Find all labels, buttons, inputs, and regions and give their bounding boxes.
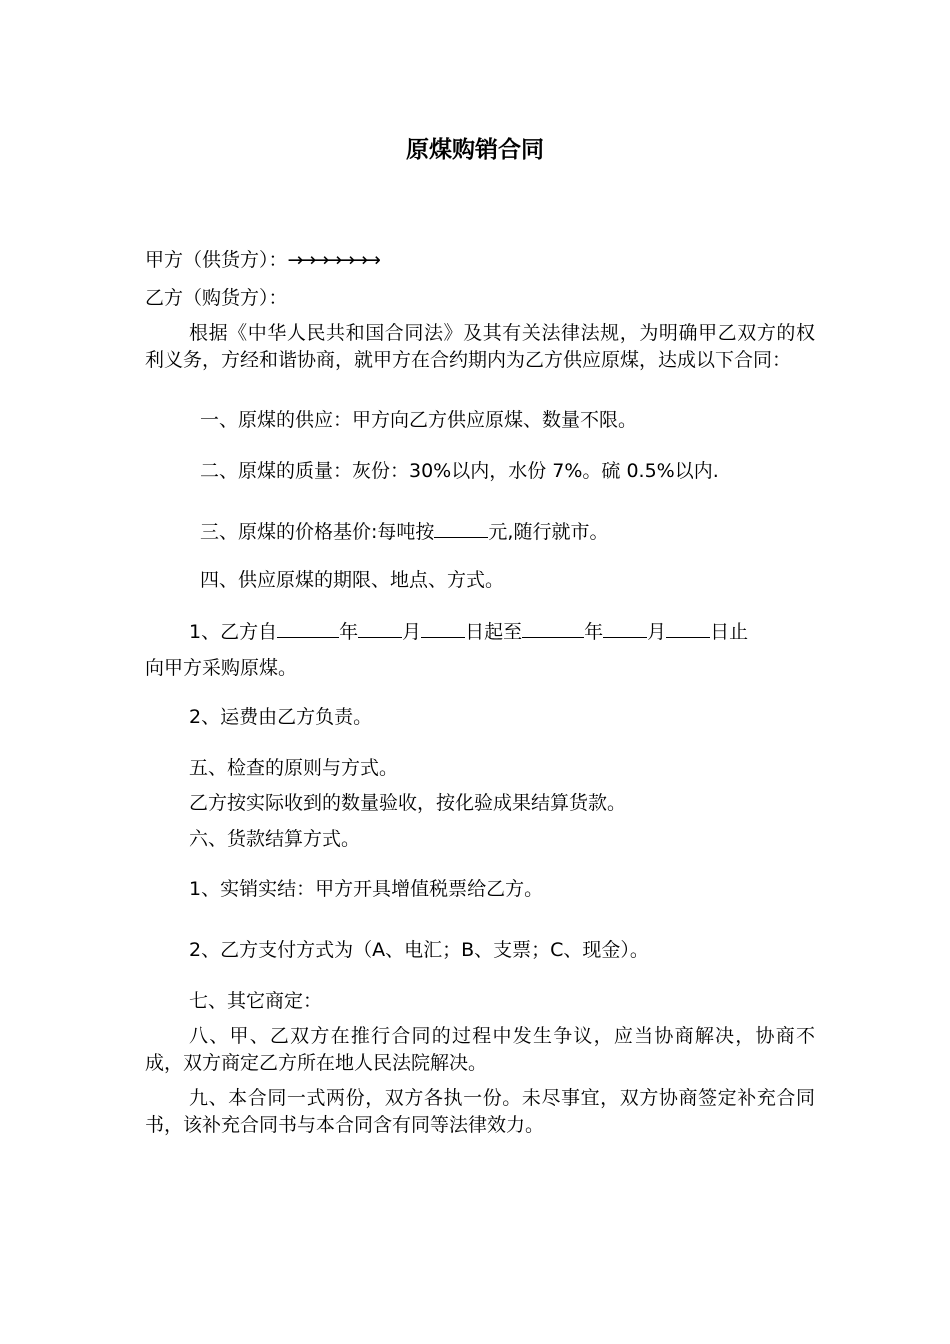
intro-paragraph: 根据《中华人民共和国合同法》及其有关法律法规，为明确甲乙双方的权利义务，方经和谐协商，就甲方在合约期内为乙方供应原煤，达成以下合同： bbox=[145, 322, 815, 371]
clause-6-heading: 六、货款结算方式。 bbox=[189, 828, 361, 850]
clause-6-2: 2、乙方支付方式为（A、电汇；B、支票；C、现金）。 bbox=[189, 939, 649, 961]
party-a-label: 甲方（供货方）： bbox=[145, 249, 288, 271]
clause-3 bbox=[200, 518, 870, 546]
price-blank[interactable] bbox=[434, 518, 488, 538]
party-b-label: 乙方（购货方）： bbox=[145, 287, 288, 309]
clause-5-heading: 五、检查的原则与方式。 bbox=[189, 757, 399, 779]
start-year-blank[interactable] bbox=[277, 618, 339, 638]
clause-4-1-continuation: 向甲方采购原煤。 bbox=[145, 657, 298, 679]
clause-9: 九、本合同一式两份，双方各执一份。未尽事宜，双方协商签定补充合同书，该补充合同书与本合同含有同等法律效力。 bbox=[145, 1087, 815, 1136]
clause-4-2: 2、运费由乙方负责。 bbox=[189, 706, 373, 728]
year-label: 年 bbox=[339, 621, 359, 643]
end-year-blank[interactable] bbox=[522, 618, 584, 638]
day-end-label: 日止 bbox=[710, 621, 749, 643]
month-label: 月 bbox=[647, 621, 667, 643]
party-a-line bbox=[145, 247, 815, 274]
end-month-blank[interactable] bbox=[603, 618, 647, 638]
clause-4-1-prefix: 1、乙方自 bbox=[189, 621, 278, 643]
clause-5-text: 乙方按实际收到的数量验收，按化验成果结算货款。 bbox=[189, 792, 627, 814]
clause-3-before: 三、原煤的价格基价:每吨按 bbox=[200, 521, 435, 543]
year-label: 年 bbox=[584, 621, 604, 643]
clause-1: 一、原煤的供应：甲方向乙方供应原煤、数量不限。 bbox=[200, 409, 638, 431]
clause-3-after: 元,随行就市。 bbox=[488, 521, 609, 543]
clause-6-1: 1、实销实结：甲方开具增值税票给乙方。 bbox=[189, 878, 544, 900]
day-label: 日起至 bbox=[465, 621, 523, 643]
end-day-blank[interactable] bbox=[666, 618, 710, 638]
party-a-value: →→→→→→→ bbox=[287, 249, 378, 271]
start-month-blank[interactable] bbox=[358, 618, 402, 638]
clause-4-1 bbox=[189, 618, 859, 646]
clause-8: 八、甲、乙双方在推行合同的过程中发生争议，应当协商解决，协商不成，双方商定乙方所在地人民法院解决。 bbox=[145, 1025, 815, 1074]
document-title: 原煤购销合同 bbox=[406, 137, 544, 163]
party-b-line bbox=[145, 285, 815, 312]
clause-2: 二、原煤的质量：灰份：30%以内，水份 7%。硫 0.5%以内. bbox=[200, 460, 719, 482]
clause-4-heading: 四、供应原煤的期限、地点、方式。 bbox=[200, 569, 505, 591]
start-day-blank[interactable] bbox=[421, 618, 465, 638]
clause-7: 七、其它商定： bbox=[189, 990, 323, 1012]
month-label: 月 bbox=[402, 621, 422, 643]
